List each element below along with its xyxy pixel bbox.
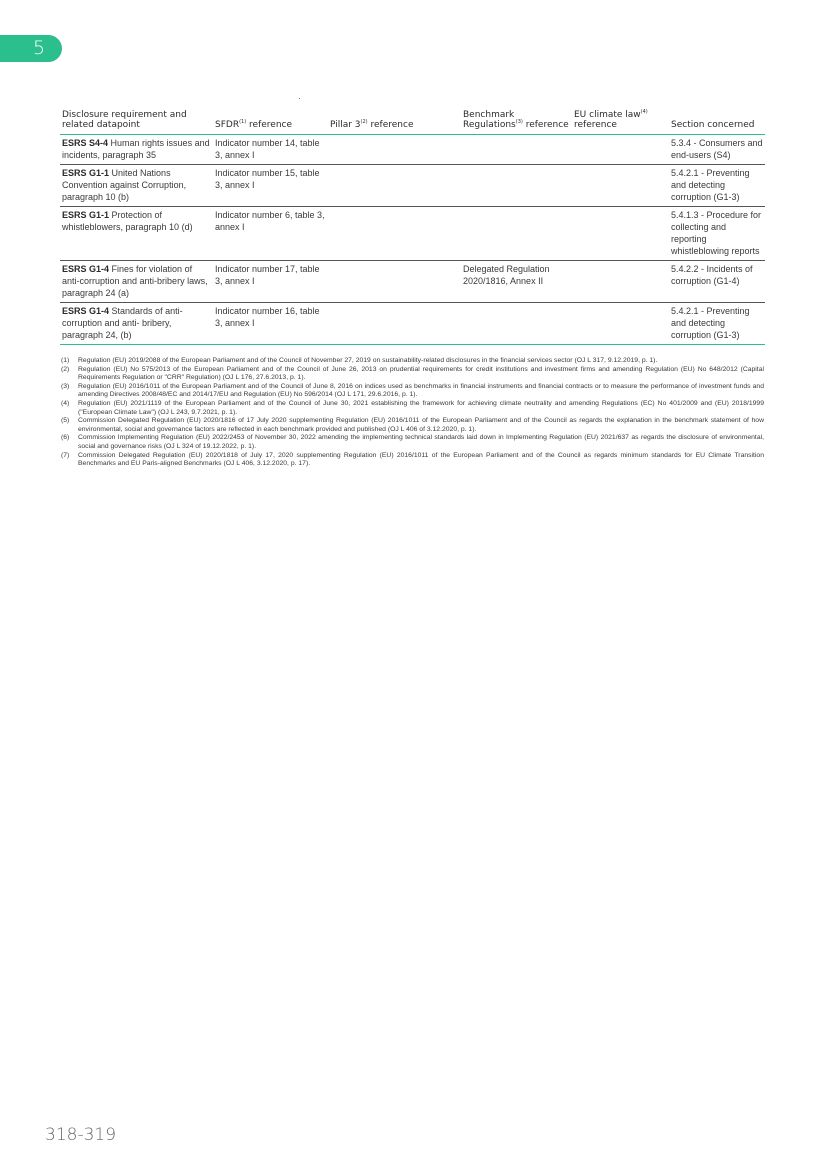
cross-reference-table [60, 98, 765, 345]
cell-pillar3 [328, 134, 461, 164]
cell-climate [572, 260, 669, 302]
cross-reference-table-container [60, 98, 765, 345]
cell-climate [572, 164, 669, 206]
cell-benchmark [461, 206, 572, 260]
cell-pillar3 [328, 260, 461, 302]
footnote [61, 400, 764, 417]
header-sfdr: SFDR$^{(1)}$ reference [215, 119, 293, 130]
cell-section: 5.4.1.3 - Procedure for collecting and reporting whistleblowing reports [671, 209, 762, 256]
cell-pillar3 [328, 164, 461, 206]
cell-sfdr: Indicator number 16, table 3, annex I [215, 305, 320, 328]
table-row [60, 260, 765, 302]
cell-climate [572, 302, 669, 344]
footnote-text: Commission Delegated Regulation (EU) 2020/1818 of July 17, 2020 supplementing Regulation (EU) 2016/1011 of the European Parliament and of the Council as regards minimum standards for EU Climate Transition Benchmarks and EU Paris-aligned Benchmarks (OJ L 406, 3.12.2020, p. 17). [78, 451, 764, 468]
footnote [61, 417, 764, 434]
cell-sfdr: Indicator number 14, table 3, annex I [215, 137, 320, 160]
footnote-number: (1) [61, 357, 70, 364]
cell-sfdr: Indicator number 15, table 3, annex I [215, 167, 320, 190]
footnote-number: (7) [61, 451, 70, 459]
footnote-text: Regulation (EU) 2016/1011 of the European Parliament and of the Council of June 8, 2016 on indices used as benchmarks in financial instruments and financial contracts or to measure the performance of investment funds and amending Directives 2008/48/EC and 2014/17/EU and Regulation (EU) No 596/2014 (OJ L 171, 29.6.2016, p. 1). [78, 382, 764, 399]
cell-section: 5.4.2.1 - Preventing and detecting corruption (G1-3) [671, 305, 750, 340]
cell-section: 5.3.4 - Consumers and end-users (S4) [671, 137, 763, 160]
footnote-text: Regulation (EU) 2021/1119 of the European Parliament and of the Council of June 30, 2021 establishing the framework for achieving climate neutrality and amending Regulations (EC) No 401/2009 and (EU) 2018/1999 ("European Climate Law") (OJ L 243, 9.7.2021, p. 1). [78, 399, 764, 416]
chapter-tab: 5 [0, 35, 62, 62]
footnote [61, 357, 764, 366]
cell-climate [572, 206, 669, 260]
cell-datapoint: ESRS G1-1 Protection of whistleblowers, paragraph 10 (d) [62, 209, 193, 232]
footnote-number: (6) [61, 434, 70, 442]
cell-datapoint: ESRS G1-4 Fines for violation of anti-corruption and anti-bribery laws, paragraph 24 (a) [62, 263, 208, 298]
table-header-row [60, 98, 765, 134]
footnote [61, 452, 764, 469]
cell-sfdr: Indicator number 17, table 3, annex I [215, 263, 320, 286]
footnote-text: Commission Implementing Regulation (EU) 2022/2453 of November 30, 2022 amending the implementing technical standards laid down in Implementing Regulation (EU) 2021/637 as regards the disclosure of environmental, social and governance risks (OJ L 324 of 19.12.2022, p. 1). [78, 434, 764, 450]
header-disclosure: Disclosure requirement and related datapoint [62, 109, 187, 130]
cell-benchmark [461, 302, 572, 344]
footnote [61, 383, 764, 400]
cell-sfdr: Indicator number 6, table 3, annex I [215, 209, 325, 232]
footnote [61, 434, 764, 451]
cell-climate [572, 134, 669, 164]
footnote-number: (5) [61, 417, 70, 425]
footnote-text: Regulation (EU) 2019/2088 of the European Parliament and of the Council of November 27, 2019 on sustainability-related disclosures in the financial services sector (OJ L 317, 9.12.2019, p. 1). [78, 357, 658, 364]
table-row [60, 206, 765, 260]
cell-pillar3 [328, 206, 461, 260]
cell-datapoint: ESRS G1-1 United Nations Convention against Corruption, paragraph 10 (b) [62, 167, 187, 202]
cell-datapoint: ESRS S4-4 Human rights issues and incidents, paragraph 35 [62, 137, 210, 160]
table-row [60, 134, 765, 164]
cell-benchmark [461, 164, 572, 206]
footnote-number: (2) [61, 365, 70, 373]
cell-datapoint: ESRS G1-4 Standards of anti-corruption and anti- bribery, paragraph 24, (b) [62, 305, 183, 340]
cell-benchmark: Delegated Regulation 2020/1816, Annex II [463, 263, 550, 286]
cell-section: 5.4.2.2 - Incidents of corruption (G1-4) [671, 263, 753, 286]
cell-pillar3 [328, 302, 461, 344]
header-section: Section concerned [671, 120, 755, 130]
footnote-number: (3) [61, 382, 70, 390]
cell-benchmark [461, 134, 572, 164]
page-number: 318-319 [45, 1125, 117, 1145]
footnote-text: Commission Delegated Regulation (EU) 2020/1816 of 17 July 2020 supplementing Regulation (EU) 2016/1011 of the European Parliament and of the Council as regards the explanation in the benchmark statement of how environmental, social and governance factors are reflected in each benchmark provided and published (OJ L 406 of 3.12.2020, p. 1). [78, 417, 764, 433]
footnote-number: (4) [61, 399, 70, 407]
footnote-text: Regulation (EU) No 575/2013 of the European Parliament and of the Council of June 26, 2013 on prudential requirements for credit institutions and investment firms and amending Regulation (EU) No 648/2012 (Capital Requirements Regulation or "CRR" Regulation) (OJ L 176, 27.6.2013, p. 1). [78, 365, 764, 382]
cell-section: 5.4.2.1 - Preventing and detecting corruption (G1-3) [671, 167, 750, 202]
footnotes [61, 357, 764, 469]
table-row [60, 302, 765, 344]
header-climate-law: EU climate law$^{(4)}$ reference [574, 108, 648, 130]
footnote [61, 366, 764, 383]
header-benchmark: Benchmark Regulations$^{(3)}$ reference [463, 109, 569, 130]
header-pillar3: Pillar 3$^{(2)}$ reference [330, 119, 414, 130]
table-row [60, 164, 765, 206]
